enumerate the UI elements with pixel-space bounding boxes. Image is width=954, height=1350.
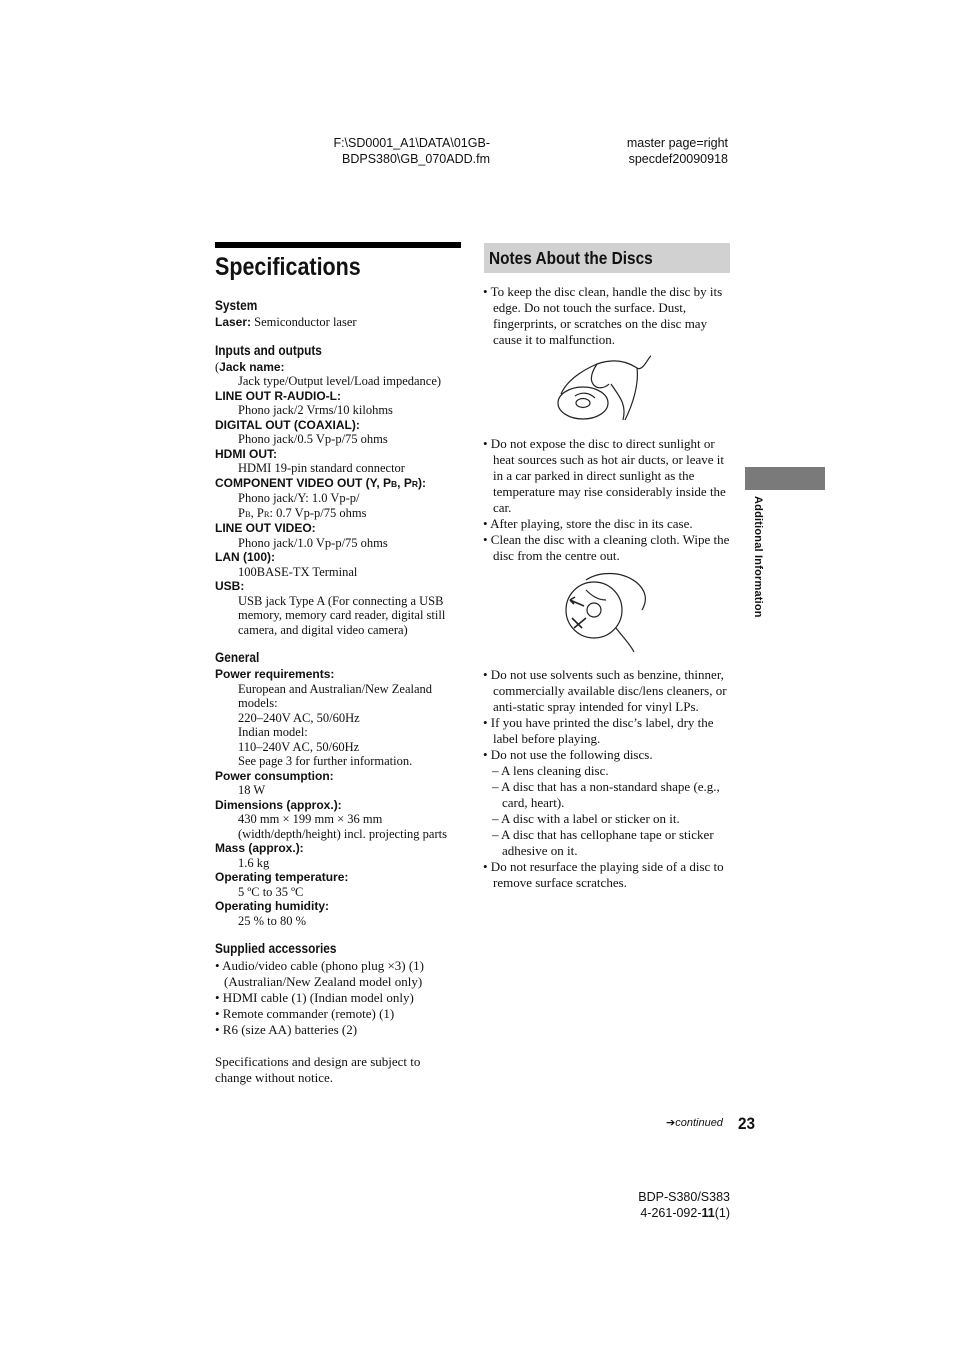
mass-value: 1.6 kg	[238, 855, 270, 870]
list-item: • Remote commander (remote) (1)	[215, 1006, 395, 1021]
master-page-info	[590, 135, 728, 167]
list-item: • Audio/video cable (phono plug ×3) (1) (Australian/New Zealand model only)	[215, 958, 425, 989]
lan-label: LAN (100):	[215, 550, 276, 564]
finger-line	[586, 590, 606, 600]
notes-title: Notes About the Discs	[489, 248, 653, 268]
dimensions-line2: (width/depth/height) incl. projecting parts	[238, 826, 447, 841]
section-tab-label: Additional Information	[752, 496, 764, 618]
code-part-a: 4-261-092-	[640, 1206, 702, 1220]
list-item: – A disc with a label or sticker on it.	[492, 811, 680, 826]
code-part-b: 11	[701, 1206, 715, 1220]
accessories-heading: Supplied accessories	[215, 941, 337, 956]
op-temp-value: 5 ºC to 35 ºC	[238, 884, 304, 899]
power-req-line: European and Australian/New Zealand	[238, 681, 433, 696]
list-item: – A disc that has cellophane tape or sticker adhesive on it.	[492, 827, 714, 858]
palm-line	[625, 368, 637, 420]
notes-block-2	[483, 436, 731, 564]
op-hum-value: 25 % to 80 %	[238, 913, 307, 928]
line-out-audio-value: Phono jack/2 Vrms/10 kilohms	[238, 403, 393, 417]
disc-hole	[576, 399, 590, 408]
dimensions-label: Dimensions (approx.):	[215, 797, 342, 812]
list-item: • If you have printed the disc’s label, dry the label before playing.	[483, 715, 714, 746]
power-req-line: 110–240V AC, 50/60Hz	[238, 739, 360, 754]
thumb-line	[591, 364, 609, 388]
op-temp-label: Operating temperature:	[215, 870, 349, 884]
component-video-value2	[215, 506, 465, 522]
component-video-label	[215, 476, 465, 492]
title-rule	[215, 242, 461, 248]
list-item: • After playing, store the disc in its case.	[483, 516, 693, 531]
jack-name-label	[215, 360, 465, 375]
digital-out-label: DIGITAL OUT (COAXIAL):	[215, 417, 360, 432]
list-item: – A lens cleaning disc.	[492, 763, 609, 778]
line-out-video-value: Phono jack/1.0 Vp-p/75 ohms	[238, 535, 388, 550]
list-item: • To keep the disc clean, handle the disc by its edge. Do not touch the surface. Dust, fingerprints, or scratches on the disc may cause it to malfunction.	[483, 284, 723, 347]
spec-notice: Specifications and design are subject to change without notice.	[215, 1054, 421, 1085]
power-cons-label: Power consumption:	[215, 768, 334, 783]
usb-value: USB jack Type A (For connecting a USB memory, memory card reader, digital still camera, and digital video camera)	[238, 593, 446, 637]
code-part-c: (1)	[714, 1206, 730, 1220]
page-title: Specifications	[215, 253, 361, 281]
component-label-a: COMPONENT VIDEO OUT (Y, P	[215, 475, 392, 490]
line-out-audio-label: LINE OUT R-AUDIO-L:	[215, 388, 341, 403]
component-sub-b: B	[391, 478, 398, 489]
file-path-line1: F:\SD0001_A1\DATA\01GB-	[333, 136, 490, 150]
dimensions-line1: 430 mm × 199 mm × 36 mm	[238, 812, 383, 826]
file-path	[300, 135, 490, 167]
document-code	[590, 1205, 730, 1221]
accessories-list	[215, 958, 443, 1038]
component-value2-a: P	[238, 505, 245, 520]
wrist-line	[611, 384, 624, 420]
master-page-line2: specdef20090918	[628, 152, 728, 166]
op-hum-label: Operating humidity:	[215, 899, 329, 913]
list-item: • R6 (size AA) batteries (2)	[215, 1022, 358, 1037]
jack-label: Jack name:	[219, 359, 285, 374]
specs-column	[215, 298, 465, 1086]
disc-hole	[587, 603, 601, 617]
component-label-c: , P	[397, 475, 412, 490]
laser-spec	[215, 315, 465, 330]
general-heading: General	[215, 650, 260, 665]
component-value2-d: R	[263, 508, 270, 519]
disc-handling-illustration	[553, 354, 653, 426]
power-req-label: Power requirements:	[215, 667, 335, 681]
file-path-line2: BDPS380\GB_070ADD.fm	[342, 152, 490, 166]
arrow-right-icon: ➔	[666, 1117, 676, 1129]
continued-marker	[666, 1116, 723, 1129]
list-item: • Do not use the following discs.	[483, 747, 653, 762]
component-value2-c: , P	[250, 505, 264, 520]
component-value2-b: B	[244, 508, 251, 519]
power-req-line: models:	[238, 696, 278, 710]
hdmi-out-label: HDMI OUT:	[215, 446, 277, 461]
jack-desc: Jack type/Output level/Load impedance)	[238, 374, 442, 388]
component-label-d: ):	[417, 475, 426, 490]
hdmi-out-value: HDMI 19-pin standard connector	[238, 461, 405, 475]
list-item: • HDMI cable (1) (Indian model only)	[215, 990, 414, 1005]
system-heading: System	[215, 298, 258, 313]
jack-paren: (	[215, 359, 220, 374]
usb-label: USB:	[215, 579, 245, 593]
list-item: • Do not resurface the playing side of a disc to remove surface scratches.	[483, 859, 724, 890]
power-cons-value: 18 W	[238, 783, 266, 797]
digital-out-value: Phono jack/0.5 Vp-p/75 ohms	[238, 432, 388, 446]
finger-line	[575, 393, 595, 398]
io-heading: Inputs and outputs	[215, 342, 322, 358]
notes-block-3	[483, 667, 731, 891]
component-sub-r: R	[411, 478, 418, 489]
list-item: – A disc that has a non-standard shape (e.g., card, heart).	[492, 779, 720, 810]
laser-label: Laser:	[215, 315, 252, 329]
disc-outline	[558, 387, 608, 419]
power-req-line: Indian model:	[238, 725, 308, 739]
mass-label: Mass (approx.):	[215, 841, 304, 855]
lan-value: 100BASE-TX Terminal	[238, 564, 358, 579]
laser-value: Semiconductor laser	[251, 315, 357, 329]
component-value2-e: : 0.7 Vp-p/75 ohms	[269, 505, 367, 520]
disc-cleaning-illustration	[558, 570, 650, 654]
disc-outline	[566, 582, 622, 638]
section-tab	[745, 467, 825, 490]
notes-block-1	[483, 284, 731, 348]
line-out-video-label: LINE OUT VIDEO:	[215, 521, 316, 535]
page-number: 23	[738, 1114, 756, 1133]
list-item: • Clean the disc with a cleaning cloth. Wipe the disc from the centre out.	[483, 532, 730, 563]
list-item: • Do not use solvents such as benzine, thinner, commercially available disc/lens cleaners, or anti-static spray intended for vinyl LPs.	[483, 667, 727, 714]
continued-label: continued	[675, 1117, 723, 1129]
power-req-line: See page 3 for further information.	[238, 754, 413, 768]
master-page-line1: master page=right	[626, 136, 728, 150]
hand-bottom-outline	[616, 628, 634, 652]
list-item: • Do not expose the disc to direct sunlight or heat sources such as hot air ducts, or leave it in a car parked in direct sunlight as the temperature may rise considerably inside the car.	[483, 436, 726, 515]
model-number: BDP-S380/S383	[638, 1190, 730, 1204]
power-req-line: 220–240V AC, 50/60Hz	[238, 710, 360, 725]
component-video-value1: Phono jack/Y: 1.0 Vp-p/	[238, 491, 360, 505]
